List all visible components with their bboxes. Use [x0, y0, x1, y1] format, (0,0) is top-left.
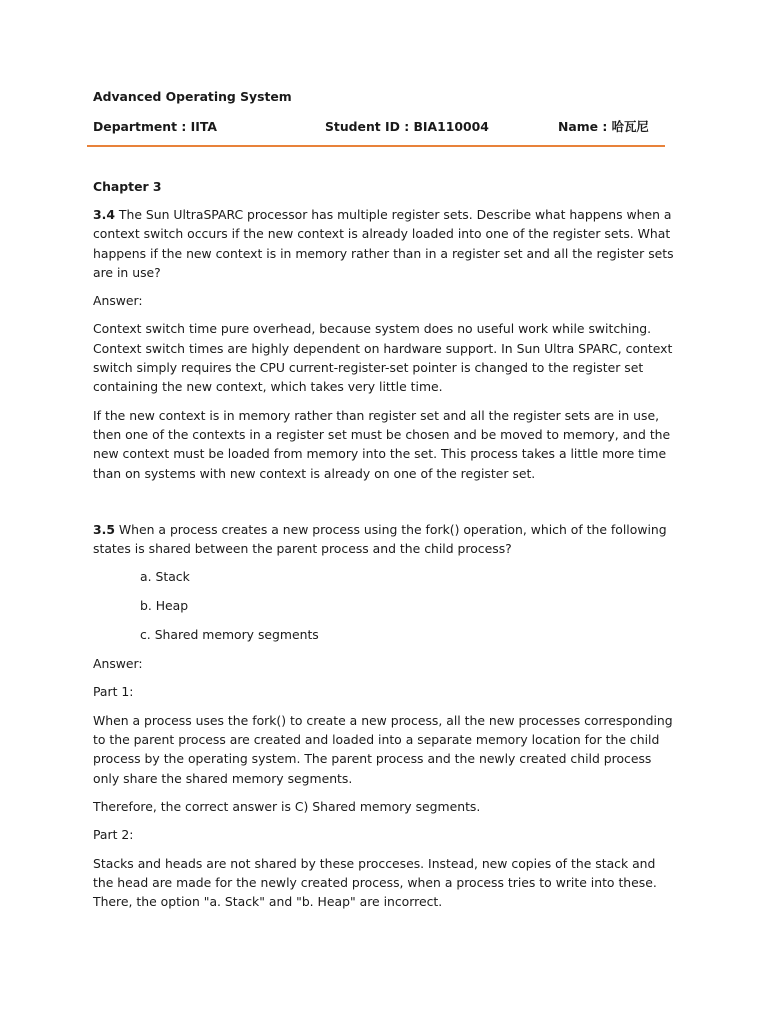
answer-paragraph: Stacks and heads are not shared by these procceses. Instead, new copies of the stack and the head are made for the newly created process, when a process tries to write into these. There, the option "a. Stack" and "b. Heap" are incorrect. — [93, 855, 657, 910]
question-text: When a process creates a new process using the fork() operation, which of the following states is shared between the parent process and the child process? — [93, 521, 667, 557]
name-field — [558, 117, 649, 136]
answer-label: Answer: — [93, 656, 143, 672]
name-label: Name : — [558, 119, 612, 134]
answer-paragraph: If the new context is in memory rather than register set and all the register sets are in use, then one of the contexts in a register set must be chosen and be moved to memory, and the new context must be loaded from memory into the set. This process takes a little more time than on systems with new context is already on one of the register set. — [93, 407, 671, 481]
student-info-row — [93, 117, 678, 136]
student-id-field — [325, 117, 489, 136]
department-field — [93, 117, 217, 136]
answer-label: Answer: — [93, 293, 143, 309]
student-id-value: BIA110004 — [413, 119, 489, 134]
question-number: 3.5 — [93, 521, 115, 537]
option-item: a. Stack — [140, 569, 190, 585]
document-body — [93, 205, 678, 920]
part-label: Part 1: — [93, 684, 134, 700]
department-label: Department : — [93, 119, 191, 134]
section-spacer — [93, 492, 678, 520]
question-3-4 — [93, 205, 678, 282]
option-item: c. Shared memory segments — [140, 627, 319, 643]
question-3-5 — [93, 520, 678, 559]
department-value: IITA — [190, 119, 217, 134]
document-page — [93, 87, 678, 910]
answer-conclusion: Therefore, the correct answer is C) Shared memory segments. — [93, 798, 481, 814]
chapter-heading: Chapter 3 — [93, 179, 162, 194]
answer-paragraph: When a process uses the fork() to create a new process, all the new processes corresponding to the parent process are created and loaded into a separate memory location for the child process by the operating system. The parent process and the newly created child process only share the shared memory segments. — [93, 712, 673, 786]
header-divider — [87, 145, 665, 147]
answer-paragraph: Context switch time pure overhead, because system does no useful work while switching. Context switch times are highly dependent on hardware support. In Sun Ultra SPARC, context switch simply requires the CPU current-register-set pointer is changed to the register set containing the new context, which takes very little time. — [93, 321, 673, 395]
question-number: 3.4 — [93, 207, 115, 222]
course-title: Advanced Operating System — [93, 89, 292, 104]
question-text: The Sun UltraSPARC processor has multiple register sets. Describe what happens when a context switch occurs if the new context is already loaded into one of the register sets. What happens if the new context is in memory rather than in a register set and all the register sets are in use? — [93, 207, 674, 280]
part-label: Part 2: — [93, 827, 134, 843]
student-id-label: Student ID : — [325, 119, 414, 134]
option-item: b. Heap — [140, 598, 189, 614]
name-value: 哈瓦尼 — [611, 119, 649, 134]
